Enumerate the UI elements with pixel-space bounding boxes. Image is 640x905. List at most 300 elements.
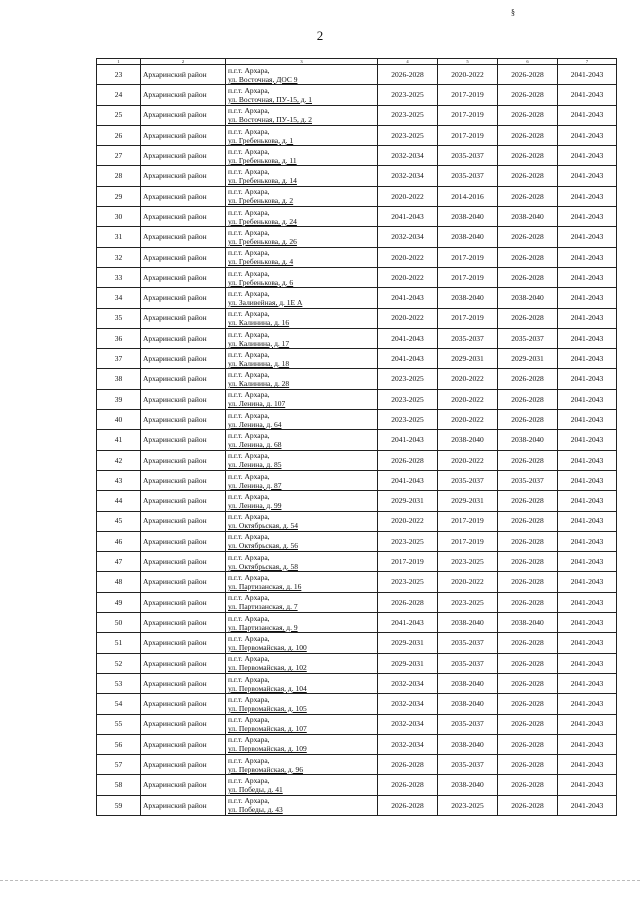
district-cell: Архаринский район [141, 470, 226, 490]
row-number: 57 [97, 755, 141, 775]
period-col7: 2041-2043 [558, 328, 617, 348]
period-col7: 2041-2043 [558, 613, 617, 633]
period-col4: 2026-2028 [378, 592, 438, 612]
period-col4: 2023-2025 [378, 531, 438, 551]
period-col4: 2026-2028 [378, 795, 438, 815]
period-col6: 2026-2028 [498, 267, 558, 287]
period-col6: 2026-2028 [498, 511, 558, 531]
settlement-text: п.г.т. Архара, [228, 228, 270, 238]
period-col6: 2026-2028 [498, 105, 558, 125]
settlement-text: п.г.т. Архара, [228, 248, 270, 258]
address-cell [226, 734, 378, 754]
period-col6: 2038-2040 [498, 207, 558, 227]
address-cell [226, 186, 378, 206]
street-text: ул. Заливейная, д. 1Е А [228, 297, 303, 307]
row-number: 58 [97, 775, 141, 795]
column-number: 2 [141, 59, 226, 65]
settlement-text: п.г.т. Архара, [228, 309, 270, 319]
district-cell: Архаринский район [141, 207, 226, 227]
district-cell: Архаринский район [141, 410, 226, 430]
address-cell [226, 207, 378, 227]
settlement-text: п.г.т. Архара, [228, 573, 270, 583]
street-text: ул. Первомайская, д. 105 [228, 703, 307, 713]
row-number: 53 [97, 673, 141, 693]
settlement-text: п.г.т. Архара, [228, 715, 270, 725]
table-row [97, 714, 617, 734]
period-col5: 2023-2025 [438, 552, 498, 572]
street-text: ул. Ленина, д. 64 [228, 419, 282, 429]
period-col5: 2020-2022 [438, 572, 498, 592]
table-row [97, 125, 617, 145]
table-row [97, 166, 617, 186]
period-col4: 2032-2034 [378, 694, 438, 714]
period-col4: 2029-2031 [378, 491, 438, 511]
table-row [97, 572, 617, 592]
period-col5: 2038-2040 [438, 673, 498, 693]
period-col5: 2035-2037 [438, 328, 498, 348]
table-row [97, 795, 617, 815]
period-col6: 2026-2028 [498, 491, 558, 511]
period-col4: 2032-2034 [378, 673, 438, 693]
period-col4: 2020-2022 [378, 511, 438, 531]
period-col5: 2017-2019 [438, 125, 498, 145]
address-cell [226, 308, 378, 328]
street-text: ул. Восточная, ДОС 9 [228, 74, 298, 84]
period-col5: 2023-2025 [438, 592, 498, 612]
row-number: 48 [97, 572, 141, 592]
period-col6: 2026-2028 [498, 369, 558, 389]
period-col7: 2041-2043 [558, 450, 617, 470]
street-text: ул. Октябрьская, д. 58 [228, 561, 298, 571]
district-cell: Архаринский район [141, 105, 226, 125]
row-number: 30 [97, 207, 141, 227]
period-col5: 2038-2040 [438, 775, 498, 795]
row-number: 47 [97, 552, 141, 572]
street-text: ул. Первомайская, д. 100 [228, 642, 307, 652]
period-col5: 2035-2037 [438, 755, 498, 775]
period-col7: 2041-2043 [558, 694, 617, 714]
period-col5: 2029-2031 [438, 349, 498, 369]
table-body [97, 65, 617, 816]
street-text: ул. Ленина, д. 68 [228, 439, 282, 449]
period-col6: 2026-2028 [498, 653, 558, 673]
row-number: 50 [97, 613, 141, 633]
address-cell [226, 328, 378, 348]
period-col4: 2026-2028 [378, 775, 438, 795]
period-col6: 2026-2028 [498, 186, 558, 206]
settlement-text: п.г.т. Архара, [228, 471, 270, 481]
period-col6: 2026-2028 [498, 572, 558, 592]
period-col5: 2035-2037 [438, 470, 498, 490]
settlement-text: п.г.т. Архара, [228, 126, 270, 136]
street-text: ул. Восточная, ПУ-15, д. 1 [228, 94, 313, 104]
table-row [97, 105, 617, 125]
period-col5: 2020-2022 [438, 450, 498, 470]
table-row [97, 430, 617, 450]
period-col7: 2041-2043 [558, 166, 617, 186]
district-cell: Архаринский район [141, 65, 226, 85]
row-number: 36 [97, 328, 141, 348]
period-col4: 2032-2034 [378, 734, 438, 754]
period-col5: 2014-2016 [438, 186, 498, 206]
row-number: 51 [97, 633, 141, 653]
street-text: ул. Партизанская, д. 7 [228, 602, 298, 612]
row-number: 49 [97, 592, 141, 612]
street-text: ул. Гребенькова, д. 26 [228, 237, 297, 247]
district-cell: Архаринский район [141, 146, 226, 166]
period-col7: 2041-2043 [558, 247, 617, 267]
row-number: 44 [97, 491, 141, 511]
district-cell: Архаринский район [141, 734, 226, 754]
settlement-text: п.г.т. Архара, [228, 633, 270, 643]
period-col7: 2041-2043 [558, 491, 617, 511]
row-number: 54 [97, 694, 141, 714]
period-col4: 2041-2043 [378, 207, 438, 227]
district-cell: Архаринский район [141, 491, 226, 511]
period-col5: 2035-2037 [438, 146, 498, 166]
settlement-text: п.г.т. Архара, [228, 512, 270, 522]
period-col7: 2041-2043 [558, 592, 617, 612]
period-col4: 2020-2022 [378, 247, 438, 267]
row-number: 33 [97, 267, 141, 287]
row-number: 28 [97, 166, 141, 186]
settlement-text: п.г.т. Архара, [228, 167, 270, 177]
table-row [97, 85, 617, 105]
settlement-text: п.г.т. Архара, [228, 796, 270, 806]
period-col6: 2026-2028 [498, 734, 558, 754]
table-row [97, 633, 617, 653]
period-col7: 2041-2043 [558, 653, 617, 673]
period-col6: 2026-2028 [498, 592, 558, 612]
column-number: 4 [378, 59, 438, 65]
period-col7: 2041-2043 [558, 227, 617, 247]
district-cell: Архаринский район [141, 714, 226, 734]
settlement-text: п.г.т. Архара, [228, 288, 270, 298]
period-col6: 2026-2028 [498, 633, 558, 653]
table-row [97, 65, 617, 85]
page-bottom-edge [0, 880, 640, 881]
period-col4: 2041-2043 [378, 288, 438, 308]
period-col4: 2041-2043 [378, 470, 438, 490]
period-col7: 2041-2043 [558, 186, 617, 206]
street-text: ул. Калинина, д. 18 [228, 358, 290, 368]
district-cell: Архаринский район [141, 531, 226, 551]
period-col7: 2041-2043 [558, 734, 617, 754]
period-col5: 2038-2040 [438, 734, 498, 754]
street-text: ул. Победы, д. 43 [228, 805, 283, 815]
address-cell [226, 714, 378, 734]
address-cell [226, 369, 378, 389]
period-col7: 2041-2043 [558, 531, 617, 551]
period-col5: 2035-2037 [438, 633, 498, 653]
period-col6: 2035-2037 [498, 470, 558, 490]
address-cell [226, 572, 378, 592]
period-col5: 2017-2019 [438, 247, 498, 267]
table-row [97, 389, 617, 409]
period-col7: 2041-2043 [558, 470, 617, 490]
district-cell: Архаринский район [141, 166, 226, 186]
address-cell [226, 633, 378, 653]
street-text: ул. Калинина, д. 16 [228, 318, 290, 328]
address-cell [226, 349, 378, 369]
row-number: 29 [97, 186, 141, 206]
settlement-text: п.г.т. Архара, [228, 552, 270, 562]
street-text: ул. Ленина, д. 87 [228, 480, 282, 490]
row-number: 26 [97, 125, 141, 145]
settlement-text: п.г.т. Архара, [228, 410, 270, 420]
period-col4: 2023-2025 [378, 410, 438, 430]
settlement-text: п.г.т. Архара, [228, 146, 270, 156]
period-col7: 2041-2043 [558, 369, 617, 389]
street-text: ул. Восточная, ПУ-15, д. 2 [228, 115, 313, 125]
row-number: 38 [97, 369, 141, 389]
address-cell [226, 267, 378, 287]
period-col6: 2026-2028 [498, 755, 558, 775]
table-row [97, 247, 617, 267]
table-row [97, 186, 617, 206]
period-col7: 2041-2043 [558, 207, 617, 227]
period-col5: 2035-2037 [438, 653, 498, 673]
address-cell [226, 592, 378, 612]
street-text: ул. Первомайская, д. 104 [228, 683, 307, 693]
table-row [97, 146, 617, 166]
district-cell: Архаринский район [141, 227, 226, 247]
period-col4: 2032-2034 [378, 146, 438, 166]
district-cell: Архаринский район [141, 552, 226, 572]
period-col7: 2041-2043 [558, 267, 617, 287]
row-number: 52 [97, 653, 141, 673]
settlement-text: п.г.т. Архара, [228, 654, 270, 664]
period-col5: 2029-2031 [438, 491, 498, 511]
address-cell [226, 227, 378, 247]
page-number: 2 [316, 28, 324, 43]
period-col4: 2020-2022 [378, 267, 438, 287]
district-cell: Архаринский район [141, 795, 226, 815]
street-text: ул. Первомайская, д. 102 [228, 663, 307, 673]
period-col4: 2023-2025 [378, 369, 438, 389]
period-col7: 2041-2043 [558, 775, 617, 795]
settlement-text: п.г.т. Архара, [228, 349, 270, 359]
period-col5: 2020-2022 [438, 369, 498, 389]
table-row [97, 207, 617, 227]
table-row [97, 267, 617, 287]
table-row [97, 450, 617, 470]
period-col6: 2026-2028 [498, 247, 558, 267]
period-col5: 2020-2022 [438, 410, 498, 430]
address-cell [226, 430, 378, 450]
settlement-text: п.г.т. Архара, [228, 430, 270, 440]
district-cell: Архаринский район [141, 349, 226, 369]
period-col5: 2023-2025 [438, 795, 498, 815]
period-col4: 2023-2025 [378, 389, 438, 409]
table-row [97, 531, 617, 551]
street-text: ул. Гребенькова, д. 24 [228, 216, 297, 226]
housing-schedule-table [96, 58, 617, 816]
period-col5: 2038-2040 [438, 694, 498, 714]
street-text: ул. Первомайская, д. 96 [228, 764, 303, 774]
row-number: 55 [97, 714, 141, 734]
district-cell: Архаринский район [141, 450, 226, 470]
period-col5: 2035-2037 [438, 714, 498, 734]
period-col6: 2026-2028 [498, 775, 558, 795]
period-col7: 2041-2043 [558, 633, 617, 653]
table-row [97, 734, 617, 754]
period-col7: 2041-2043 [558, 65, 617, 85]
table-row [97, 227, 617, 247]
period-col6: 2029-2031 [498, 349, 558, 369]
district-cell: Архаринский район [141, 328, 226, 348]
district-cell: Архаринский район [141, 673, 226, 693]
period-col6: 2026-2028 [498, 146, 558, 166]
table-row [97, 491, 617, 511]
table-row [97, 328, 617, 348]
table-row [97, 775, 617, 795]
street-text: ул. Гребенькова, д. 11 [228, 155, 297, 165]
period-col7: 2041-2043 [558, 673, 617, 693]
street-text: ул. Гребенькова, д. 6 [228, 277, 294, 287]
settlement-text: п.г.т. Архара, [228, 755, 270, 765]
table-row [97, 613, 617, 633]
address-cell [226, 552, 378, 572]
district-cell: Архаринский район [141, 572, 226, 592]
address-cell [226, 166, 378, 186]
period-col5: 2038-2040 [438, 207, 498, 227]
address-cell [226, 247, 378, 267]
street-text: ул. Гребенькова, д. 4 [228, 257, 294, 267]
period-col5: 2017-2019 [438, 267, 498, 287]
address-cell [226, 450, 378, 470]
period-col7: 2041-2043 [558, 308, 617, 328]
district-cell: Архаринский район [141, 633, 226, 653]
district-cell: Архаринский район [141, 186, 226, 206]
period-col5: 2017-2019 [438, 105, 498, 125]
column-number: 1 [97, 59, 141, 65]
period-col6: 2026-2028 [498, 85, 558, 105]
district-cell: Архаринский район [141, 288, 226, 308]
street-text: ул. Партизанская, д. 16 [228, 582, 302, 592]
period-col4: 2023-2025 [378, 572, 438, 592]
period-col4: 2029-2031 [378, 633, 438, 653]
period-col7: 2041-2043 [558, 572, 617, 592]
street-text: ул. Гребенькова, д. 14 [228, 176, 297, 186]
period-col6: 2026-2028 [498, 227, 558, 247]
row-number: 43 [97, 470, 141, 490]
period-col4: 2020-2022 [378, 308, 438, 328]
column-number: 3 [226, 59, 378, 65]
address-cell [226, 511, 378, 531]
period-col4: 2032-2034 [378, 166, 438, 186]
street-text: ул. Калинина, д. 17 [228, 338, 290, 348]
period-col7: 2041-2043 [558, 714, 617, 734]
settlement-text: п.г.т. Архара, [228, 694, 270, 704]
period-col6: 2026-2028 [498, 714, 558, 734]
period-col4: 2041-2043 [378, 613, 438, 633]
period-col4: 2029-2031 [378, 653, 438, 673]
period-col4: 2041-2043 [378, 328, 438, 348]
settlement-text: п.г.т. Архара, [228, 735, 270, 745]
table-row [97, 308, 617, 328]
period-col6: 2026-2028 [498, 694, 558, 714]
address-cell [226, 795, 378, 815]
district-cell: Архаринский район [141, 694, 226, 714]
period-col5: 2038-2040 [438, 430, 498, 450]
period-col5: 2035-2037 [438, 166, 498, 186]
period-col7: 2041-2043 [558, 288, 617, 308]
street-text: ул. Калинина, д. 28 [228, 379, 290, 389]
address-cell [226, 653, 378, 673]
table-row [97, 470, 617, 490]
street-text: ул. Гребенькова, д. 2 [228, 196, 294, 206]
address-cell [226, 146, 378, 166]
row-number: 27 [97, 146, 141, 166]
period-col7: 2041-2043 [558, 430, 617, 450]
period-col6: 2026-2028 [498, 531, 558, 551]
column-number: 5 [438, 59, 498, 65]
district-cell: Архаринский район [141, 775, 226, 795]
table-row [97, 653, 617, 673]
period-col7: 2041-2043 [558, 511, 617, 531]
period-col4: 2032-2034 [378, 227, 438, 247]
table-row [97, 673, 617, 693]
period-col6: 2026-2028 [498, 552, 558, 572]
settlement-text: п.г.т. Архара, [228, 674, 270, 684]
street-text: ул. Партизанская, д. 9 [228, 622, 298, 632]
period-col4: 2032-2034 [378, 714, 438, 734]
settlement-text: п.г.т. Архара, [228, 187, 270, 197]
period-col4: 2023-2025 [378, 85, 438, 105]
period-col4: 2026-2028 [378, 755, 438, 775]
settlement-text: п.г.т. Архара, [228, 451, 270, 461]
street-text: ул. Победы, д. 41 [228, 785, 283, 795]
period-col7: 2041-2043 [558, 389, 617, 409]
row-number: 41 [97, 430, 141, 450]
district-cell: Архаринский район [141, 592, 226, 612]
row-number: 25 [97, 105, 141, 125]
corner-mark: § [511, 8, 515, 17]
settlement-text: п.г.т. Архара, [228, 65, 270, 75]
table-row [97, 511, 617, 531]
address-cell [226, 105, 378, 125]
settlement-text: п.г.т. Архара, [228, 207, 270, 217]
period-col6: 2026-2028 [498, 410, 558, 430]
table-row [97, 552, 617, 572]
row-number: 24 [97, 85, 141, 105]
period-col4: 2017-2019 [378, 552, 438, 572]
street-text: ул. Ленина, д. 99 [228, 500, 282, 510]
address-cell [226, 410, 378, 430]
column-number: 6 [498, 59, 558, 65]
table-row [97, 694, 617, 714]
period-col6: 2026-2028 [498, 125, 558, 145]
period-col4: 2026-2028 [378, 65, 438, 85]
settlement-text: п.г.т. Архара, [228, 613, 270, 623]
period-col7: 2041-2043 [558, 755, 617, 775]
address-cell [226, 85, 378, 105]
row-number: 40 [97, 410, 141, 430]
settlement-text: п.г.т. Архара, [228, 268, 270, 278]
row-number: 46 [97, 531, 141, 551]
row-number: 39 [97, 389, 141, 409]
period-col5: 2020-2022 [438, 65, 498, 85]
address-cell [226, 288, 378, 308]
district-cell: Архаринский район [141, 511, 226, 531]
address-cell [226, 470, 378, 490]
period-col5: 2017-2019 [438, 308, 498, 328]
street-text: ул. Первомайская, д. 109 [228, 744, 307, 754]
table-row [97, 755, 617, 775]
district-cell: Архаринский район [141, 369, 226, 389]
period-col5: 2038-2040 [438, 227, 498, 247]
